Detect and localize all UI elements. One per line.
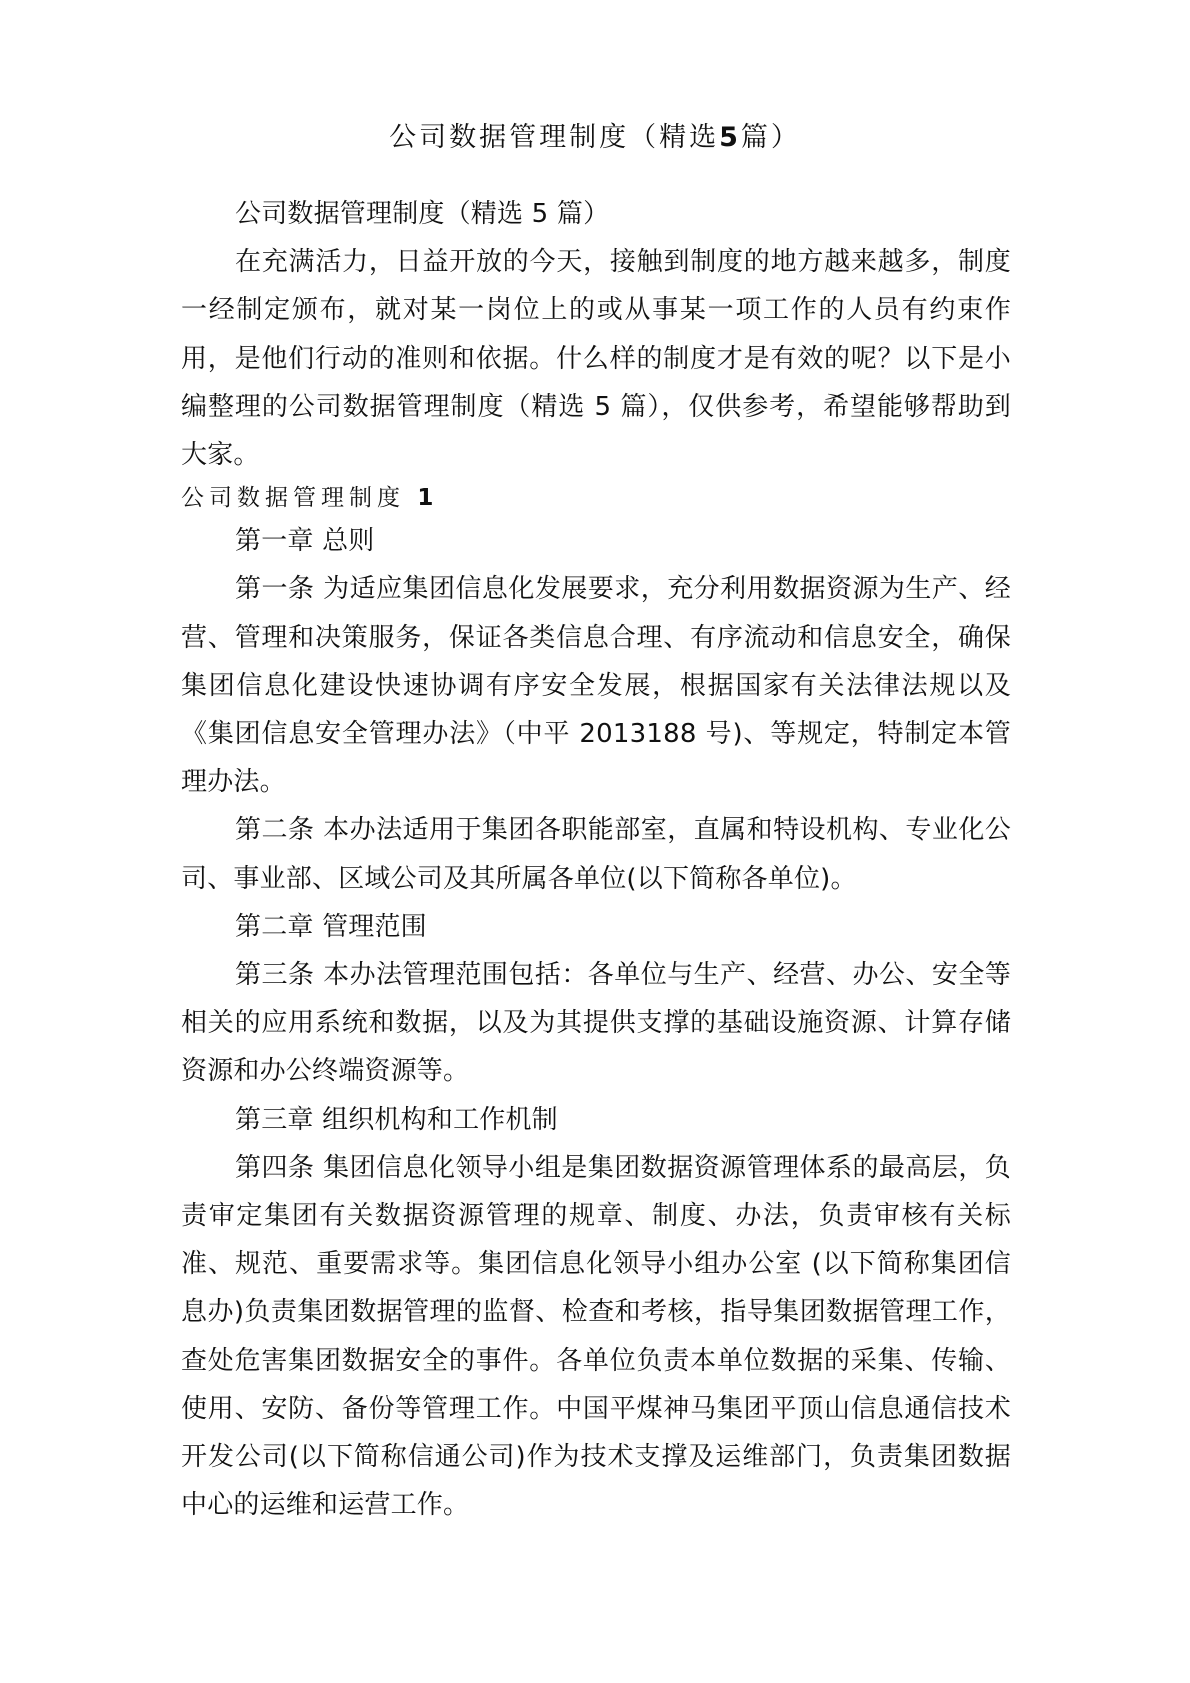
document-title-text: 公司数据管理制度（精选	[389, 122, 720, 153]
intro-paragraph: 在充满活力，日益开放的今天，接触到制度的地方越来越多，制度一经制定颁布，就对某一岗位上的或从事某一项工作的人员有约束作用，是他们行动的准则和依据。什么样的制度才是有效的呢？以下是小编整理的公司数据管理制度（精选 5 篇），仅供参考，希望能够帮助到大家。	[181, 247, 1011, 471]
article-2-paragraph: 第二条 本办法适用于集团各职能部室，直属和特设机构、专业化公司、事业部、区域公司及其所属各单位(以下简称各单位)。	[181, 815, 1011, 894]
subtitle-paragraph: 公司数据管理制度（精选 5 篇）	[235, 199, 610, 229]
article-3-paragraph: 第三条 本办法管理范围包括：各单位与生产、经营、办公、安全等相关的应用系统和数据，以及为其提供支撑的基础设施资源、计算存储资源和办公终端资源等。	[181, 960, 1011, 1087]
document-title	[0, 118, 1190, 158]
chapter-1-heading: 第一章 总则	[235, 526, 375, 557]
article-4-paragraph: 第四条 集团信息化领导小组是集团数据资源管理体系的最高层，负责审定集团有关数据资源管理的规章、制度、办法，负责审核有关标准、规范、重要需求等。集团信息化领导小组办公室 (以下简称集团信息办)负责集团数据管理的监督、检查和考核，指导集团数据管理工作，查处危害集团数据安全的事件。各单位负责本单位数据的采集、传输、使用、安防、备份等管理工作。中国平煤神马集团平顶山信息通信技术开发公司(以下简称信通公司)作为技术支撑及运维部门，负责集团数据中心的运维和运营工作。	[181, 1152, 1011, 1521]
document-title-suffix: 篇）	[740, 122, 801, 153]
section-1-title	[181, 479, 1011, 517]
chapter-3-heading: 第三章 组织机构和工作机制	[235, 1104, 558, 1135]
document-title-number: 5	[719, 122, 741, 153]
section-1-title-number: 1	[417, 485, 434, 512]
article-1-paragraph: 第一条 为适应集团信息化发展要求，充分利用数据资源为生产、经营、管理和决策服务，保证各类信息合理、有序流动和信息安全，确保集团信息化建设快速协调有序安全发展，根据国家有关法律法规以及《集团信息安全管理办法》（中平 2013188 号)、等规定，特制定本管理办法。	[181, 574, 1011, 798]
section-1-title-text: 公司数据管理制度	[181, 485, 405, 512]
document-body	[181, 190, 1011, 1529]
chapter-2-heading: 第二章 管理范围	[235, 911, 427, 942]
